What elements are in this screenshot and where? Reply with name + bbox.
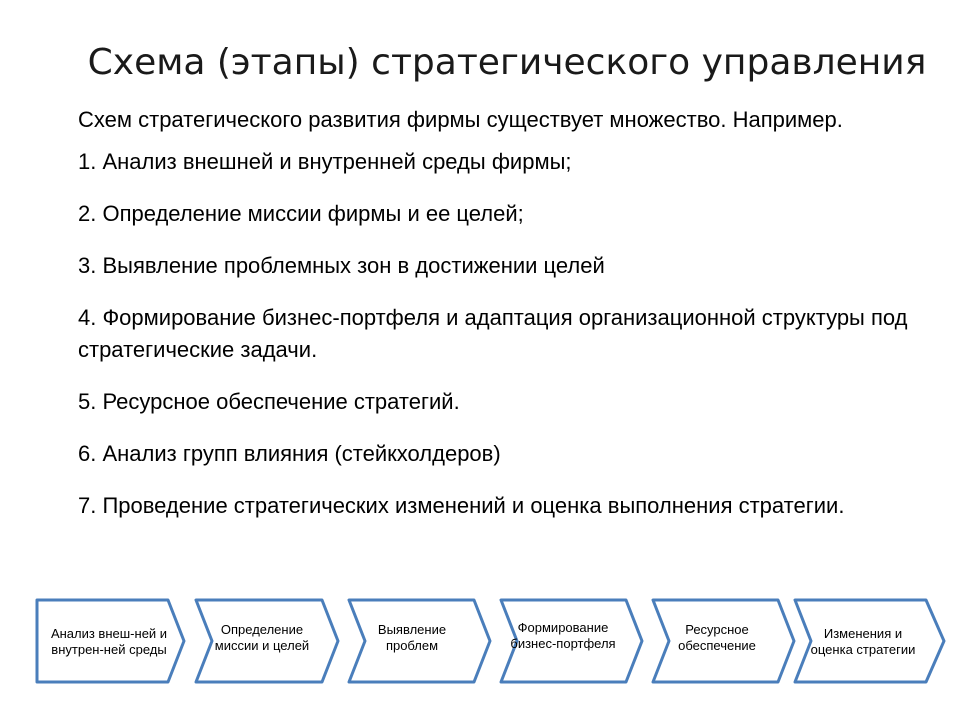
list-item: 3. Выявление проблемных зон в достижении целей — [78, 253, 605, 278]
flow-step-label: Ресурсное обеспечение — [678, 622, 756, 653]
slide-content — [78, 104, 928, 542]
flow-step-label: Анализ внеш-ней и внутрен-ней среды — [50, 626, 168, 657]
flow-step-label: Формирование бизнес-портфеля — [510, 620, 616, 651]
list-item: 1. Анализ внешней и внутренней среды фирмы; — [78, 149, 572, 174]
flow-step-label: Выявление проблем — [377, 622, 447, 653]
slide-title: Схема (этапы) стратегического управления — [87, 42, 927, 83]
list-item: 7. Проведение стратегических изменений и оценка выполнения стратегии. — [78, 493, 845, 518]
list-item: 2. Определение миссии фирмы и ее целей; — [78, 201, 524, 226]
flow-step-label: Определение миссии и целей — [214, 622, 310, 653]
list-item: 5. Ресурсное обеспечение стратегий. — [78, 389, 460, 414]
process-flow-diagram — [0, 596, 960, 686]
list-item: 6. Анализ групп влияния (стейкхолдеров) — [78, 441, 501, 466]
flow-step-label: Изменения и оценка стратегии — [810, 626, 916, 657]
intro-text: Схем стратегического развития фирмы существует множество. Например. — [78, 107, 843, 132]
list-item: 4. Формирование бизнес-портфеля и адаптация организационной структуры под стратегические задачи. — [78, 305, 908, 362]
